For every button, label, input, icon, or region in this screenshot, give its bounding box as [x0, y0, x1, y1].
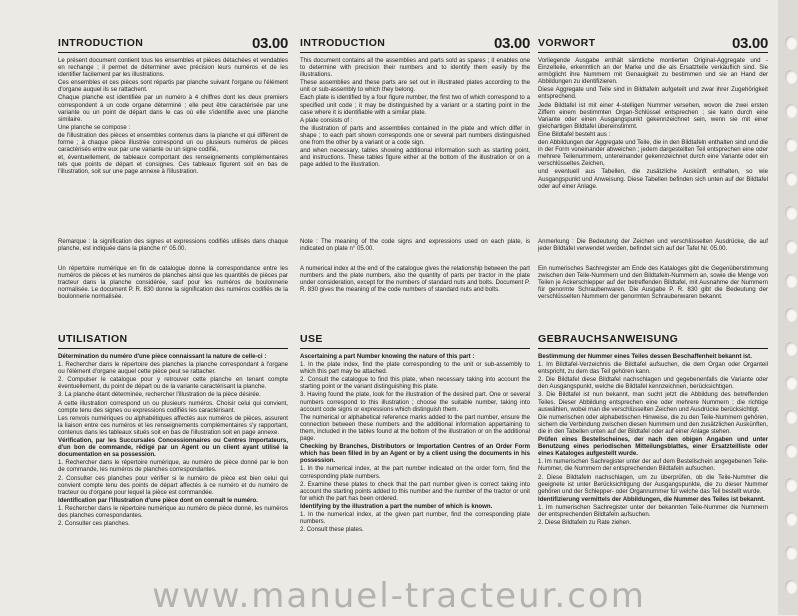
paragraph: Bestimmung der Nummer eines Teiles dessen Beschaffenheit bekannt ist. [538, 353, 752, 360]
punch-hole-icon [785, 70, 797, 84]
paragraph: de l'illustration des pièces et ensembles contenus dans la planche et qui diffèrent de forme ; à chaque pièce illustrée correspond un ou plusieurs numéros de pièces caractérisés entre eux par une variante ou un signe codifié, [58, 131, 288, 154]
paragraph: 1. Im numerischen Sachregister unter der bekannten Teile-Nummer die Nummern der entsprechenden Bildtafeln aufsuchen. [538, 503, 768, 518]
section-header [58, 34, 288, 53]
paragraph: Each plate is identified by a four figure number, the first two of which correspond to a specified unit code ; it may be distinguished by a variant or a starting point in the case where it is identifiable with a similar plate. [300, 94, 530, 116]
paragraph: 2. Consult the catalogue to find this plate, when necessary taking into account the starting point or the variant distinguishing this plate. [300, 376, 530, 391]
punch-hole-icon [785, 308, 797, 322]
paragraph: Eine Bildtafel besteht aus : [538, 130, 611, 138]
section-header [538, 34, 768, 53]
paragraph: 1. Rechercher dans le répertoire numérique, au numéro de pièce donné par le bon de commande, les numéros de planches correspondantes. [58, 459, 288, 474]
paragraph: Prüfen eines Bestellscheines, der nach den obigen Angaben und unter Benutzung eines periodischen Mitteilungsblattes, einer Ersatzteilliste oder eines Kataloges aufgestellt wurde. [538, 436, 768, 458]
use-section-en [300, 330, 530, 575]
section-header [58, 330, 288, 349]
paragraph: Die numerischen oder alphabetischen Hinweise, die zu den Teile-Nummern gehören, sichern die Verbindung zwischen diesen Nummern und den zusätzlichen Auskünften, die in den Tabellen unten auf der Bildtafel oder auf einer Anlage stehen. [538, 413, 768, 435]
paragraph: 2. Die Bildtafel diese Bildtafel nachschlagen und gegebenenfalls die Variante oder den Ausgangspunkt, welche die Bildtafel kennzeichnen, berücksichtigen. [538, 376, 768, 391]
punch-hole-icon [785, 410, 797, 424]
index-note-en: A numerical index at the end of the catalogue gives the relationship between the part numbers and the plate numbers, also the quantity of parts per tractor in the plate under consideration, except for the numbers of standard nuts and bolts. Document P. R. 830 gives the meaning of the code numbers of standard nuts and bolts. [300, 265, 530, 294]
index-note-fr: Un répertoire numérique en fin de catalogue donne la correspondance entre les numéros de pièces et les numéros de planches ainsi que les quantités de pièces par tracteur dans la planche considérée, sauf pour les numéros de boulonnerie normalisée. Le document P. R. 830 donne la signification des numéros codifiés de la boulonnerie normalisée. [58, 265, 288, 301]
paragraph: Identification par l'illustration d'une pièce dont on connaît le numéro. [58, 496, 258, 504]
section-header [300, 34, 530, 53]
paragraph: Ces ensembles et ces pièces sont répartis par planche suivant l'organe ou l'élément d'organe auquel ils se rattachent. [58, 79, 288, 94]
use-section-de [538, 330, 768, 575]
column-french [58, 0, 288, 615]
paragraph: This document contains all the assemblies and parts sold as spares ; it enables one to determine with precision their numbers and to identify them easily by the illustrations. [300, 57, 530, 79]
paragraph: Jede Bildtafel ist mit einer 4-stelligen Nummer versehen, wovon die zwei ersten Ziffern einem bestimmten Organ-Schlüssel entsprechen ; sie kann durch eine Variante oder einen Ausgangspunkt gekennzeichnet sein, wenn sie mit einer gleichartigen Bildtafel übereinstimmt. [538, 101, 768, 130]
punch-hole-icon [785, 240, 797, 254]
paragraph: 2. Examine these plates to check that the part number given is correct taking into account the starting points added to this number and the number of the tractor or unit for which the part has been ordered. [300, 480, 530, 502]
paragraph: 1. In the plate index, find the plate corresponding to the unit or sub-assembly to which this part may be attached. [300, 361, 530, 376]
punch-hole-icon [785, 274, 797, 288]
paragraph: Identifizierung vermittels der Abbildungen, die Nummer des Teiles ist bekannt. [538, 495, 765, 503]
paragraph: 1. In the numerical index, at the given part number, find the corresponding plate numbers. [300, 510, 530, 526]
paragraph: 2. Diese Bildtafeln zu Rate ziehen. [538, 519, 632, 527]
punch-hole-icon [785, 206, 797, 220]
punch-hole-icon [785, 512, 797, 526]
paragraph: 2. Consulter ces planches. [58, 520, 130, 528]
paragraph: 3. Having found the plate, look for the illustration of the desired part. One or several numbers correspond to this illustration ; choose the suitable number, taking into account code signs or expressions which distinguish them. [300, 391, 530, 413]
paragraph: Le présent document contient tous les ensembles et pièces détachées et vendables en rechange ; il permet de déterminer avec précision leurs numéros et de les identifier facilement par les illustrations. [58, 57, 288, 79]
section-title: INTRODUCTION [300, 37, 386, 49]
paragraph: Une planche se compose : [58, 123, 131, 131]
intro-text [538, 57, 768, 190]
paragraph: Détermination du numéro d'une pièce connaissant la nature de celle-ci : [58, 353, 267, 360]
column-english [300, 0, 530, 615]
paragraph: 1. Im numerischen Sachregister unter der auf dem Bestellschein angegebenen Teile-Nummer, die Nummern der entsprechenden Bildtafeln aufsuchen. [538, 458, 768, 473]
punch-hole-icon [785, 138, 797, 152]
section-title: GEBRAUCHSANWEISUNG [538, 333, 679, 345]
paragraph: und eventuell aus Tabellen, die zusätzliche Auskünft enthalten, so wie Ausgangspunkt und Anweisung. Diese Tabellen befinden sich unten auf der Bildtafel oder auf einer Anlage. [538, 168, 768, 190]
paragraph: 1. Im Bildtafel-Verzeichnis die Bildtafel aufsuchen, die dem Organ oder Organteil entspricht, zu dem das Teil gehören kann. [538, 361, 768, 376]
intro-text [300, 57, 530, 168]
page-number: 03.00 [493, 34, 530, 52]
punch-hole-icon [785, 104, 797, 118]
section-header [538, 330, 768, 349]
page-number: 03.00 [731, 34, 768, 52]
paragraph: Identifying by the illustration a part the number of which is known. [300, 502, 493, 510]
use-text [300, 353, 530, 533]
binding-strip [778, 0, 798, 615]
punch-hole-icon [785, 376, 797, 390]
paragraph: 3. Die Bildtafel ist nun bekannt, man sucht jetzt die Abbildung des betreffenden Teiles. Dieser Abbildung entsprechen eine oder mehrere Nummern ; die richtige auswählen, wobei man die verschlüsselten Zeichen und Ausdrücke berücksichtigt. [538, 391, 768, 413]
paragraph: den Abbildungen der Aggregate und Teile, die in den Bildtafeln enthalten sind und die in der Form voneinander abweichen ; jedem dargestellten Teil entsprechen eine oder mehrere Teilenummern, untereinander gekennzeichnet durch eine Variante oder ein verschlüsseltes Zeichen, [538, 139, 768, 168]
use-text [538, 353, 768, 526]
paragraph: Vérification, par les Succursales Concessionnaires ou Centres Importateurs, d'un bon de commande, rédigé par un Agent ou un client ayant utilisé la documentation en sa possession. [58, 437, 288, 459]
paragraph: et, éventuellement, de tableaux comportant des renseignements complémentaires tels que points de départ et consignes. Ces tableaux figurent soit en bas de l'illustration, soit sur une page annexe à l'illustration. [58, 154, 288, 176]
intro-section-de [538, 34, 768, 230]
remark-de: Anmerkung : Die Bedeutung der Zeichen und verschlüsselten Ausdrücke, die auf jeder Bildtafel verwendet werden, befindet sich auf der Tafel Nr. 05.00. [538, 238, 768, 253]
paragraph: the illustration of parts and assemblies contained in the plate and which differ in shape ; to each part shown corresponds one or several part numbers distinguished one from the other by a variant or a code sign. [300, 124, 530, 147]
punch-hole-icon [785, 478, 797, 492]
section-title: USE [300, 333, 323, 345]
section-header [300, 330, 530, 349]
use-text [58, 353, 288, 527]
section-title: VORWORT [538, 37, 596, 49]
paragraph: Vorliegende Ausgabe enthält sämtliche montierten Original-Aggregate und -Einzelteile, erkenntlich an der Marke und die als Ersatzteile verkäuflich sind. Sie ermöglicht ihre Nummern mit Genauigkeit zu bestimmen und sie an Hand der Abbildungen zu identifizieren. [538, 57, 768, 86]
paragraph: 1. In the numerical index, at the part number indicated on the order form, find the corresponding plate numbers. [300, 465, 530, 480]
paragraph: A cette illustration correspond un ou plusieurs numéros. Choisir celui qui convient, compte tenu des signes ou expressions codifiés les caractérisant. [58, 399, 288, 414]
remark-fr: Remarque : la signification des signes et expressions codifiés utilisés dans chaque planche, est indiquée dans la planche n° 05.00. [58, 238, 288, 253]
paragraph: These assemblies and these parts are set out in illustrated plates according to the unit or sub-assembly to which they belong. [300, 79, 530, 94]
punch-hole-icon [785, 546, 797, 560]
punch-hole-icon [785, 36, 797, 50]
index-note-de: Ein numerisches Sachregister am Ende des Kataloges gibt die Gegenüberstimmung zwischen den Teile-Nummern und den Bildtafeln-Nummern an, sowie die Menge von Teilen je Ackerschlepper auf der betreffenden Bildtafel, mit Ausnahme der Nummern für genormte Schraubenwaren. Die Ausgabe P. R. 830 gibt die Bedeutung der verschlüsselten Nummern der genormten Schraubenwaren bekannt. [538, 265, 768, 301]
paragraph: 3. La planche étant déterminée, rechercher l'illustration de la pièce désirée. [58, 391, 261, 399]
paragraph: Les renvois numériques ou alphabétiques affectés aux numéros de pièces, assurent la liaison entre ces numéros et les renseignements complémentaires s'y rapportant, contenus dans les tableaux situés soit en bas de l'illustration soit en page annexe. [58, 414, 288, 436]
paragraph: A plate consists of : [300, 116, 353, 124]
remark-en: Note : The meaning of the code signs and expressions used on each plate, is indicated on plate n° 05.00. [300, 238, 530, 253]
paragraph: and when necessary, tables showing additional information such as starting point, and instructions. These tables figure either at the bottom of the illustration or on a page added to the illustration. [300, 147, 530, 169]
punch-hole-icon [785, 342, 797, 356]
punch-hole-icon [785, 172, 797, 186]
paragraph: 2. Diese Bildtafeln nachschlagen, um zu überprüfen, ob die Teile-Nummer die geeignete ist unter Berücksichtigung der Ausgangspunkte, die zu dieser Nummer gehören und der Schlepper- oder Organnummer für welche das Teil bestellt wurde. [538, 473, 768, 495]
paragraph: Diese Aggregate und Teile sind in Bildtafeln aufgeteilt und zwar ihrer Zugehörigkeit entsprechend. [538, 86, 768, 101]
paragraph: 2. Consult these plates. [300, 526, 364, 534]
paragraph: 2. Compulser le catalogue pour y retrouver cette planche en tenant compte éventuellement, du point de départ ou de la variante caractérisant la planche. [58, 376, 288, 391]
paragraph: 2. Consulter ces planches pour vérifier si le numéro de pièce est bien celui qui convient compte tenu des points de départ affectés à ce numéro et du numéro de tracteur ou d'organe pour lequel la pièce est commandée. [58, 474, 288, 496]
paragraph: Checking by Branches, Distributors or Importation Centres of an Order Form which has been filled in by an Agent or by a client using the documents in his possession. [300, 443, 530, 465]
paragraph: The numerical or alphabetical reference marks added to the part number, ensure the connection between these numbers and the additional information appertaining to them, included in the tables found at the bottom of the illustration or on the additional page. [300, 413, 530, 443]
paragraph: Chaque planche est identifiée par un numéro à 4 chiffres dont les deux premiers correspondent à un code organe déterminé ; elle peut être caractérisée par une variante ou un point de départ dans le cas où elle s'identifie avec une planche similaire. [58, 94, 288, 123]
paragraph: 1. Rechercher dans le répertoire des planches la planche correspondant à l'organe ou l'élément d'organe auquel cette pièce peut se rattacher. [58, 361, 288, 376]
column-german [538, 0, 768, 615]
punch-hole-icon [785, 444, 797, 458]
paragraph: 1. Rechercher dans le répertoire numérique au numéro de pièce donné, les numéros des planches correspondantes. [58, 504, 288, 519]
section-title: UTILISATION [58, 333, 128, 345]
watermark: www.manuel-tracteur.com [152, 576, 646, 616]
section-title: INTRODUCTION [58, 37, 144, 49]
use-section-fr [58, 330, 288, 575]
page-number: 03.00 [251, 34, 288, 52]
intro-section-en [300, 34, 530, 230]
paragraph: Ascertaining a part Number knowing the nature of this part : [300, 353, 475, 360]
intro-text [58, 57, 288, 176]
intro-section-fr [58, 34, 288, 230]
